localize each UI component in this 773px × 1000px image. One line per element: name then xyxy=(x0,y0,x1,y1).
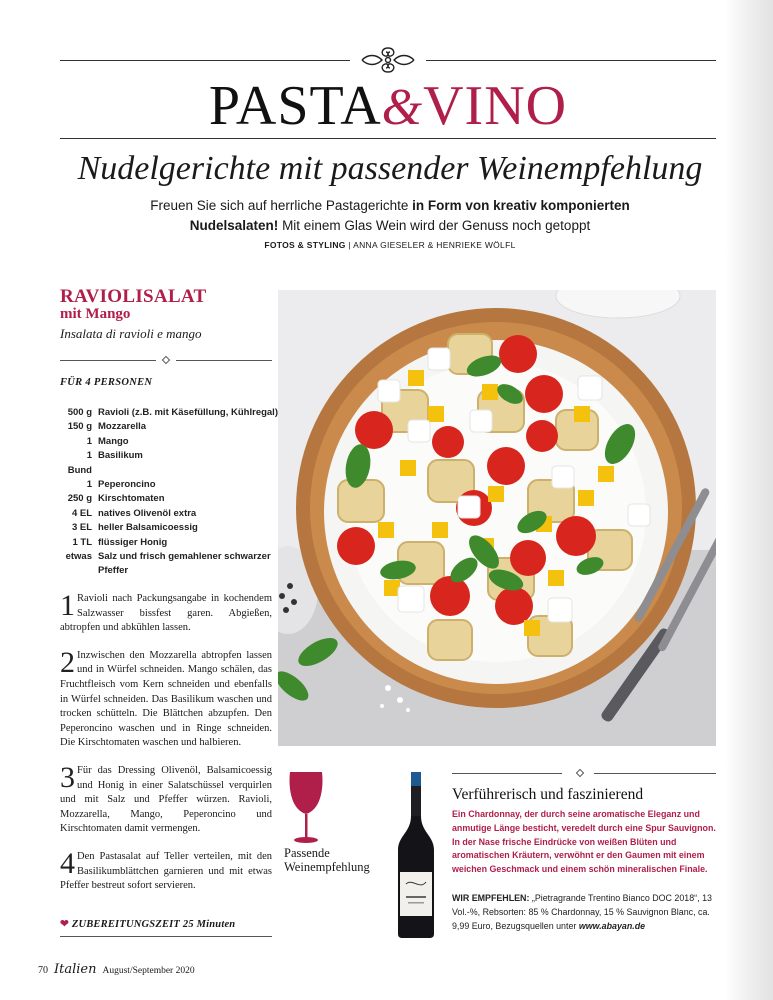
instruction-step xyxy=(60,589,272,636)
issue-date: August/September 2020 xyxy=(102,966,195,976)
step-text: Für das Dressing Olivenöl, Balsamicoessig und Honig in einer Salatschüssel verquirlen und mit Salz und Pfeffer würzen. Ravioli, Mozzarella, Mango, Peperoncino und Kirschtomaten damit vermengen. xyxy=(60,764,272,835)
top-rule-right xyxy=(426,60,716,61)
ingredient-name: natives Olivenöl extra xyxy=(98,507,197,519)
recipe-italian-name: Insalata di ravioli e mango xyxy=(60,326,202,341)
masthead-bottom-rule xyxy=(60,138,716,139)
ingredient-row xyxy=(60,478,280,492)
ornament-icon xyxy=(358,44,418,76)
page-footer xyxy=(38,962,195,977)
intro-part2: Mit einem Glas Wein wird der Genuss noch getoppt xyxy=(278,218,591,233)
intro-part1: Freuen Sie sich auf herrliche Pastagerichte xyxy=(150,198,413,213)
top-rule-left xyxy=(60,60,350,61)
wine-glass-icon xyxy=(284,770,328,846)
wine-recommendation-label xyxy=(284,846,370,874)
ingredient-row xyxy=(60,492,280,506)
ingredient-qty: 3 EL xyxy=(71,522,92,534)
ingredient-row xyxy=(60,536,280,550)
wine-divider-diamond-icon xyxy=(576,769,584,777)
masthead-pasta: PASTA xyxy=(208,75,382,137)
page-subtitle: Nudelgerichte mit passender Weinempfehlung xyxy=(77,150,703,187)
ingredient-qty: etwas xyxy=(65,551,92,563)
prep-time-text: ZUBEREITUNGSZEIT 25 Minuten xyxy=(71,919,236,930)
masthead-vino: VINO xyxy=(423,75,568,137)
ingredient-name: heller Balsamicoessig xyxy=(98,522,198,534)
wine-rec-line1: Passende xyxy=(284,846,330,860)
ingredient-name: flüssiger Honig xyxy=(98,536,168,548)
instruction-step xyxy=(60,760,272,837)
credits-names: ANNA GIESELER & HENRIEKE WÖLFL xyxy=(353,240,516,250)
wine-rule-left xyxy=(452,773,562,774)
ingredient-row xyxy=(60,435,280,449)
wine-rec-text: „Pietragrande Trentino Bianco DOC 2018“, 13 Vol.-%, Rebsorten: 85 % Chardonnay, 15 % Sauvignon Blanc, ca. 9,99 Euro, Bezugsquellen unter xyxy=(452,893,712,931)
instruction-step xyxy=(60,846,272,894)
ingredient-name: Kirschtomaten xyxy=(98,493,165,505)
step-number: 1 xyxy=(60,589,75,622)
wine-rule-right xyxy=(594,773,716,774)
ingredient-qty: 4 EL xyxy=(71,507,92,519)
step-number: 2 xyxy=(60,645,75,679)
intro-text xyxy=(120,196,660,236)
heart-icon: ❤ xyxy=(60,919,69,930)
ingredient-name: Salz und frisch gemahlener schwarzer Pfeffer xyxy=(98,551,271,577)
ingredient-qty: 1 Bund xyxy=(67,450,92,476)
ingredient-list xyxy=(60,406,280,579)
ingredient-qty: 1 TL xyxy=(72,536,92,548)
wine-rec-label: WIR EMPFEHLEN: xyxy=(452,893,530,903)
recipe-subtitle: mit Mango xyxy=(60,306,131,322)
intro-bold: in Form von kreativ komponierten Nudelsalaten! xyxy=(189,198,630,233)
instruction-step xyxy=(60,645,272,751)
ingredient-row xyxy=(60,406,280,420)
ingredient-name: Basilikum xyxy=(98,450,143,462)
servings: FÜR 4 PERSONEN xyxy=(60,377,153,388)
instruction-steps xyxy=(60,589,272,907)
masthead-title xyxy=(60,76,716,138)
step-number: 3 xyxy=(60,760,75,794)
ingredient-name: Ravioli (z.B. mit Käsefüllung, Kühlregal) xyxy=(98,407,278,418)
recipe-title: RAVIOLISALAT xyxy=(60,286,207,307)
photo-credits xyxy=(120,240,660,250)
divider-diamond-icon xyxy=(162,356,170,364)
ingredient-name: Mango xyxy=(98,435,129,447)
ingredient-qty: 150 g xyxy=(67,421,92,433)
ingredient-row xyxy=(60,449,280,478)
ingredient-qty: 1 xyxy=(86,435,92,447)
prep-rule xyxy=(60,936,272,937)
ingredient-qty: 1 xyxy=(86,479,92,491)
ingredient-name: Mozzarella xyxy=(98,421,147,433)
ingredient-row xyxy=(60,550,280,579)
step-text: Den Pastasalat auf Teller verteilen, mit den Basilikumblättchen garnieren und mit etwas Pfeffer bestreut sofort servieren. xyxy=(60,850,272,892)
ingredient-row xyxy=(60,507,280,521)
recipe-photo xyxy=(278,290,716,746)
step-text: Ravioli nach Packungsangabe in kochendem Salzwasser bissfest garen. Abgießen, abtropfen und abkühlen lassen. xyxy=(60,593,272,634)
ingredient-qty: 500 g xyxy=(67,407,92,418)
step-number: 4 xyxy=(60,846,75,880)
wine-rec-url[interactable]: www.abayan.de xyxy=(578,920,646,931)
ingredient-row xyxy=(60,420,280,434)
magazine-logo: Italien xyxy=(54,962,97,977)
step-text: Inzwischen den Mozzarella abtropfen lassen und in Würfel schneiden. Mango schälen, das Fruchtfleisch vom Kern schneiden und ebenfalls in Würfel schneiden. Das Basilikum waschen und trocken schütteln. Die Blättchen abzupfen. Den Peperoncino waschen und in Ringe schneiden. Die Kirschtomaten waschen und halbieren. xyxy=(60,649,272,749)
wine-description: Ein Chardonnay, der durch seine aromatische Eleganz und anmutige Länge besticht, veredelt durch eine Spur Sauvignon. In der Nase frische Eindrücke von weißen Blüten und aromatischen Kräutern, verwöhnt er den Gaumen mit einem weichen Geschmack und einem schön mineralischen Finale. xyxy=(452,809,716,875)
credits-label: FOTOS & STYLING xyxy=(264,240,346,250)
masthead-ampersand: & xyxy=(381,79,424,136)
wine-rec-line2: Weinempfehlung xyxy=(284,860,370,874)
ingredient-name: Peperoncino xyxy=(98,479,156,491)
ingredient-row xyxy=(60,521,280,535)
credits-separator: | xyxy=(348,240,351,250)
divider-right xyxy=(176,360,272,361)
page-number: 70 xyxy=(38,965,48,976)
ingredient-qty: 250 g xyxy=(67,493,92,505)
prep-time xyxy=(60,918,235,930)
wine-heading: Verführerisch und faszinierend xyxy=(452,786,644,803)
wine-recommendation-details xyxy=(452,892,716,933)
wine-bottle-image xyxy=(396,772,436,938)
divider-left xyxy=(60,360,156,361)
